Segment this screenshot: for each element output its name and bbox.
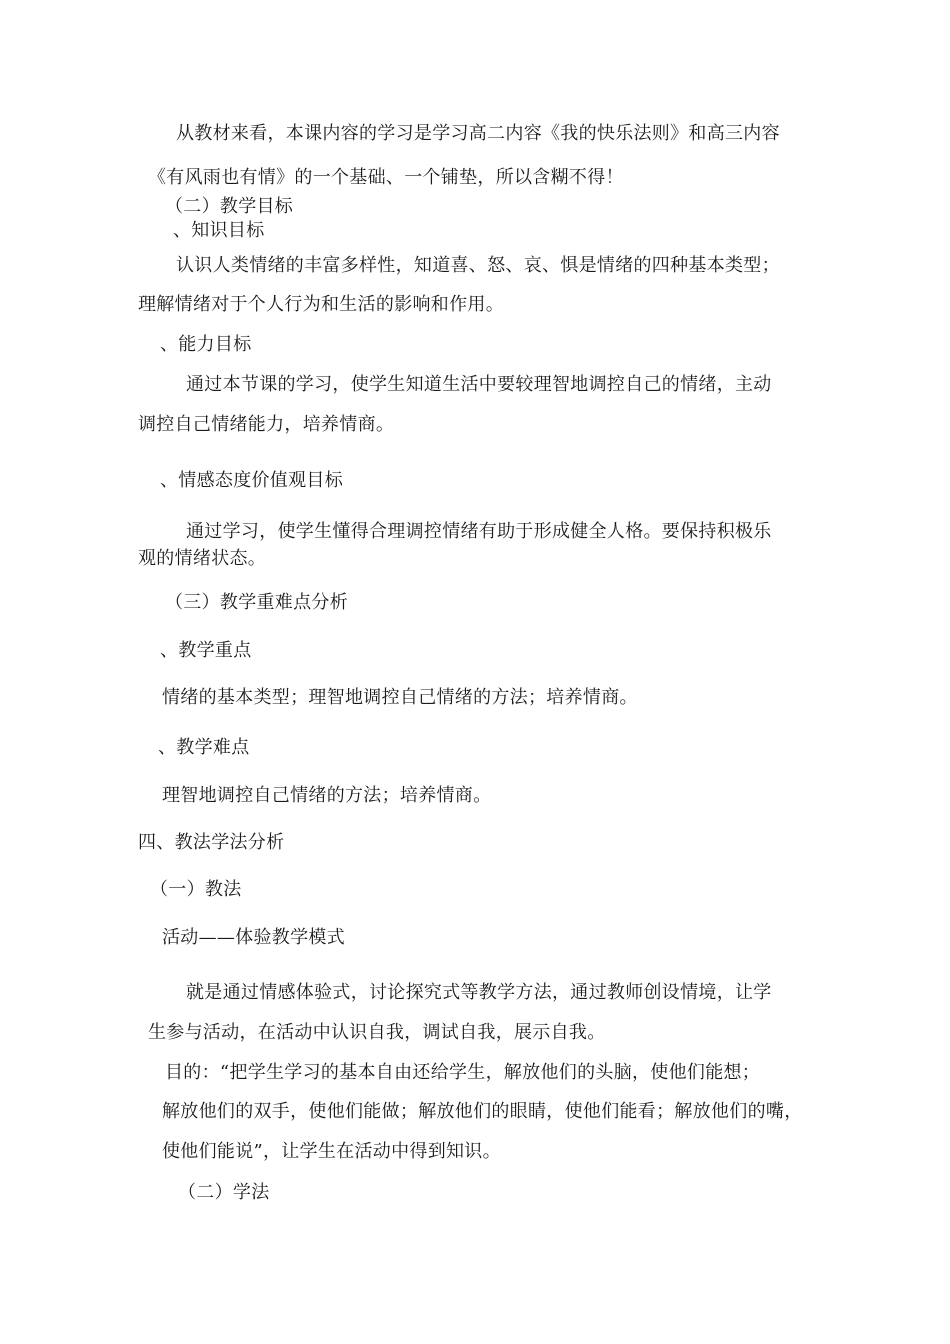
paragraph-line: 活动——体验教学模式 xyxy=(162,927,345,948)
paragraph-line: 通过本节课的学习，使学生知道生活中要较理智地调控自己的情绪，主动 xyxy=(186,374,772,395)
subsection-heading: 、情感态度价值观目标 xyxy=(160,470,343,491)
subsection-heading: 、能力目标 xyxy=(160,334,252,355)
paragraph-line: 使他们能说”，让学生在活动中得到知识。 xyxy=(162,1141,501,1162)
subsection-heading: 、教学重点 xyxy=(160,640,252,661)
paragraph-line: 生参与活动，在活动中认识自我，调试自我，展示自我。 xyxy=(148,1022,606,1043)
paragraph-line: 理智地调控自己情绪的方法；培养情商。 xyxy=(162,785,492,806)
subsection-heading: 、知识目标 xyxy=(173,220,265,241)
paragraph-line: 情绪的基本类型；理智地调控自己情绪的方法；培养情商。 xyxy=(162,687,638,708)
paragraph-line: 就是通过情感体验式，讨论探究式等教学方法，通过教师创设情境，让学 xyxy=(186,982,772,1003)
paragraph-line: 目的：“把学生学习的基本自由还给学生，解放他们的头脑，使他们能想； xyxy=(165,1062,761,1083)
subsection-heading: 、教学难点 xyxy=(158,737,250,758)
paragraph-line: 从教材来看，本课内容的学习是学习高二内容《我的快乐法则》和高三内容 xyxy=(176,123,780,144)
section-heading: （二）教学目标 xyxy=(165,196,294,217)
section-heading: （三）教学重难点分析 xyxy=(165,592,348,613)
section-heading: （一）教法 xyxy=(150,879,242,900)
paragraph-line: 通过学习，使学生懂得合理调控情绪有助于形成健全人格。要保持积极乐 xyxy=(186,521,772,542)
section-heading: （二）学法 xyxy=(178,1182,270,1203)
paragraph-line: 理解情绪对于个人行为和生活的影响和作用。 xyxy=(138,294,504,315)
paragraph-line: 认识人类情绪的丰富多样性，知道喜、怒、哀、惧是情绪的四种基本类型； xyxy=(176,255,780,276)
chapter-heading: 四、教法学法分析 xyxy=(138,832,285,853)
paragraph-line: 观的情绪状态。 xyxy=(138,548,267,569)
paragraph-line: 解放他们的双手，使他们能做；解放他们的眼睛，使他们能看；解放他们的嘴， xyxy=(162,1101,803,1122)
paragraph-line: 《有风雨也有情》的一个基础、一个铺垫，所以含糊不得！ xyxy=(148,167,624,188)
paragraph-line: 调控自己情绪能力，培养情商。 xyxy=(138,414,395,435)
